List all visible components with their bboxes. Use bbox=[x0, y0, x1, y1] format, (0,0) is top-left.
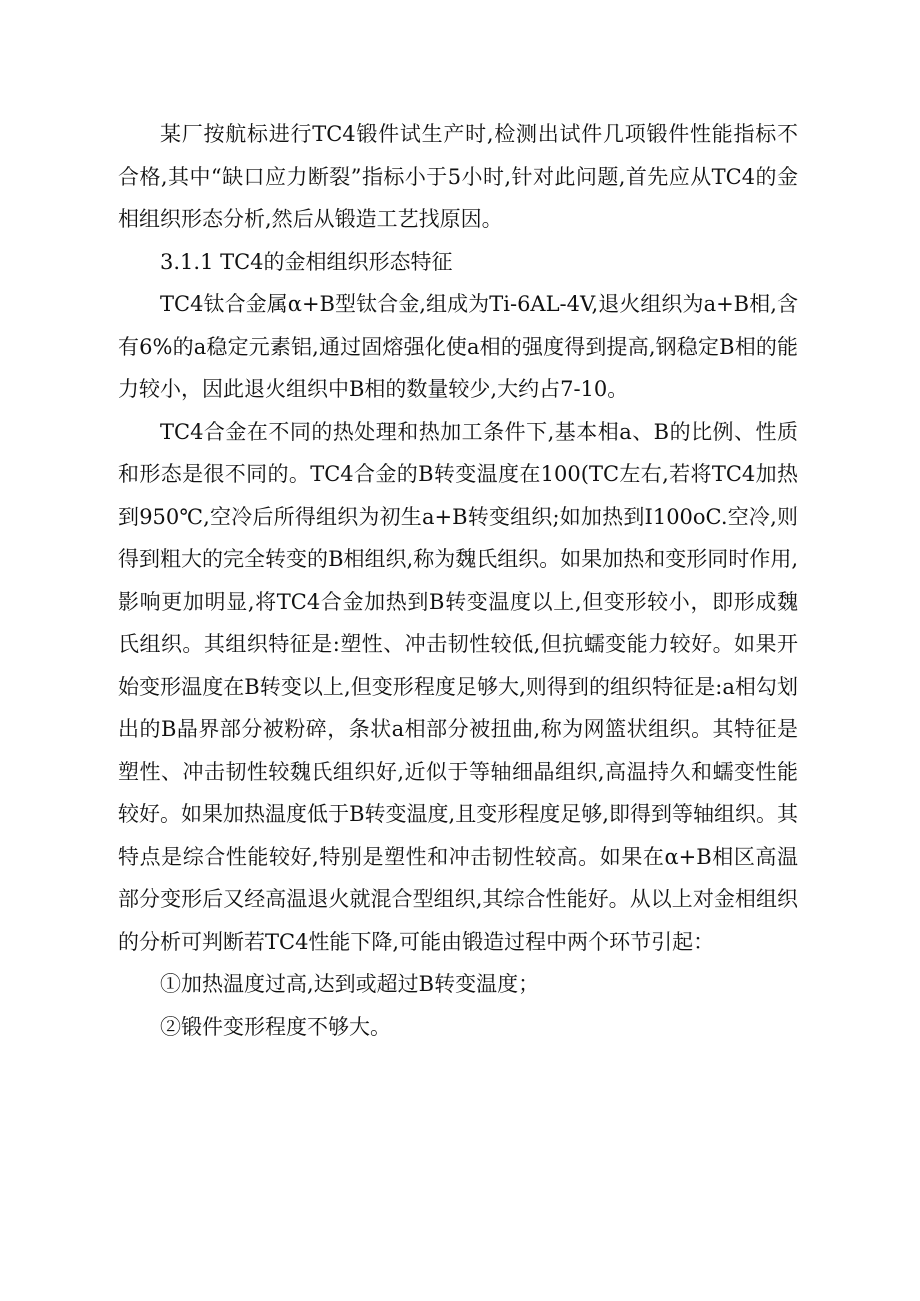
list-item-heating-temperature: ①加热温度过高,达到或超过B转变温度； bbox=[160, 972, 540, 996]
paragraph-microstructure: TC4合金在不同的热处理和热加工条件下,基本相a、B的比例、性质和形态是很不同的。TC4合金的B转变温度在100(TC左右,若将TC4加热到950℃,空冷后所得组织为初生a+B转变组织;如加热到I100oC.空冷,则得到粗大的完全转变的B相组织,称为魏氏组织。如果加热和变形同时作用,影响更加明显,将TC4合金加热到B转变温度以上,但变形较小，即形成魏氏组织。其组织特征是:塑性、冲击韧性较低,但抗蠕变能力较好。如果开始变形温度在B转变以上,但变形程度足够大,则得到的组织特征是:a相勾划出的B晶界部分被粉碎，条状a相部分被扭曲,称为网篮状组织。其特征是塑性、冲击韧性较魏氏组织好,近似于等轴细晶组织,高温持久和蠕变性能较好。如果加热温度低于B转变温度,且变形程度足够,即得到等轴组织。其特点是综合性能较好,特别是塑性和冲击韧性较高。如果在α+B相区高温部分变形后又经高温退火就混合型组织,其综合性能好。从以上对金相组织的分析可判断若TC4性能下降,可能由锻造过程中两个环节引起： bbox=[118, 419, 798, 954]
list-item-deformation-degree: ②锻件变形程度不够大。 bbox=[160, 1014, 391, 1039]
paragraph-intro: 某厂按航标进行TC4锻件试生产时,检测出试件几项锻件性能指标不合格,其中“缺口应力断裂”指标小于5小时,针对此问题,首先应从TC4的金相组织形态分析,然后从锻造工艺找原因。 bbox=[118, 122, 798, 231]
section-heading: 3.1.1 TC4的金相组织形态特征 bbox=[160, 249, 453, 274]
document-body bbox=[118, 113, 798, 1048]
paragraph-composition: TC4钛合金属α+B型钛合金,组成为Ti-6AL-4V,退火组织为a+B相,含有6%的a稳定元素铝,通过固熔强化使a相的强度得到提高,钢稳定B相的能力较小，因此退火组织中B相的数量较少,大约占7-10。 bbox=[118, 292, 798, 401]
